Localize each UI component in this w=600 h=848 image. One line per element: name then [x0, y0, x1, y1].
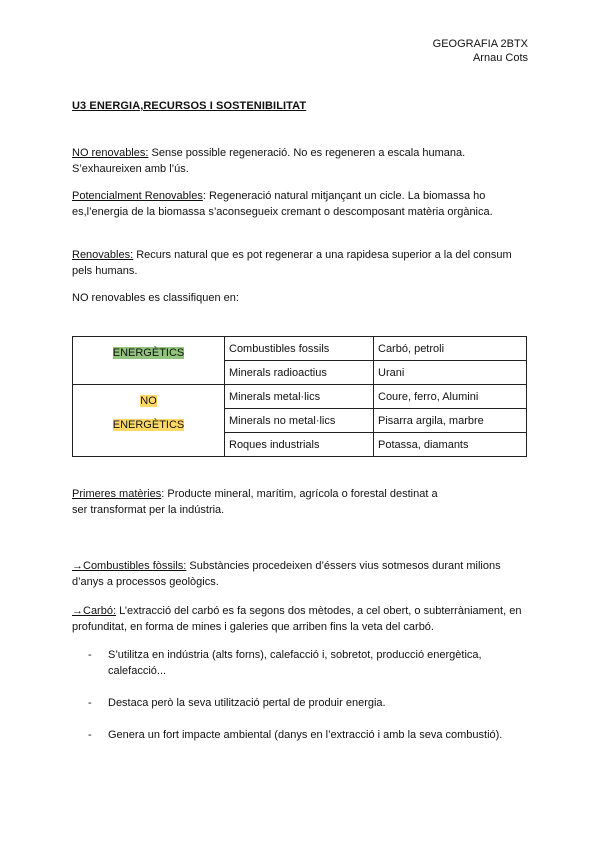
- classification-table: [72, 336, 527, 457]
- header-author: Arnau Cots: [472, 52, 528, 64]
- table-cell-examples: Pisarra argila, marbre: [374, 409, 527, 433]
- table-cell-examples: Carbó, petroli: [374, 337, 527, 361]
- list-item: [88, 647, 528, 679]
- list-item: [88, 695, 528, 711]
- term-carbo: →Carbó:: [72, 605, 117, 617]
- category-label: ENERGÈTICS: [112, 347, 185, 359]
- category-label-line2: ENERGÈTICS: [112, 419, 185, 431]
- definition-renovables: [72, 247, 532, 279]
- table-cell-type: Roques industrials: [225, 433, 374, 457]
- term-no-renovables: NO renovables:: [72, 147, 149, 159]
- list-item-text: Destaca però la seva utilització pertal de produir energia.: [108, 697, 386, 709]
- term-renovables: Renovables:: [72, 249, 134, 261]
- table-row: [73, 385, 527, 409]
- header-subject: GEOGRAFIA 2BTX: [432, 38, 528, 50]
- text-combustibles: Substàncies procedeixen d’éssers vius sotmesos durant milions d’anys a processos geològics.: [72, 560, 501, 588]
- definition-combustibles-fossils: [72, 558, 532, 590]
- classify-intro: NO renovables es classifiquen en:: [72, 292, 239, 304]
- document-title: U3 ENERGIA,RECURSOS I SOSTENIBILITAT: [72, 100, 307, 112]
- term-primeres: Primeres matèries: [72, 488, 162, 500]
- bullet-dash: -: [88, 697, 92, 709]
- term-potencialment: Potencialment Renovables: [72, 190, 203, 202]
- category-no-energetics: [73, 385, 225, 457]
- list-item-text: Genera un fort impacte ambiental (danys en l’extracció i amb la seva combustió).: [108, 729, 503, 741]
- list-item-text: S’utilitza en indústria (alts forns), calefacció i, sobretot, producció energètica, calefacció...: [108, 649, 482, 677]
- definition-potencialment-renovables: [72, 188, 532, 220]
- table-cell-type: Minerals radioactius: [225, 361, 374, 385]
- text-primeres: : Producte mineral, marítim, agrícola o forestal destinat a ser transformat per la indústria.: [72, 488, 438, 516]
- text-no-renovables: Sense possible regeneració. No es regeneren a escala humana. S’exhaureixen amb l’ús.: [72, 147, 466, 175]
- table-row: [73, 337, 527, 361]
- table-cell-examples: Potassa, diamants: [374, 433, 527, 457]
- bullet-dash: -: [88, 649, 92, 661]
- text-potencialment: : Regeneració natural mitjançant un cicle. La biomassa ho es,l’energia de la biomassa s’aconsegueix cremant o descomposant matèria orgànica.: [72, 190, 493, 218]
- table-cell-examples: Coure, ferro, Alumini: [374, 385, 527, 409]
- document-header: [433, 37, 528, 65]
- term-combustibles: →Combustibles fòssils:: [72, 560, 187, 572]
- definition-primeres-materies: [72, 486, 452, 518]
- bullet-dash: -: [88, 729, 92, 741]
- category-label-line1: NO: [140, 395, 157, 407]
- table-cell-type: Minerals no metal·lics: [225, 409, 374, 433]
- table-cell-examples: Urani: [374, 361, 527, 385]
- category-energetics: [73, 337, 225, 385]
- text-renovables: Recurs natural que es pot regenerar a una rapidesa superior a la del consum pels humans.: [72, 249, 512, 277]
- definition-carbo: [72, 603, 534, 635]
- definition-no-renovables: [72, 145, 532, 177]
- text-carbo: L’extracció del carbó es fa segons dos mètodes, a cel obert, o subterràniament, en profunditat, en forma de mines i galeries que arriben fins la veta del carbó.: [72, 605, 522, 633]
- table-cell-type: Minerals metal·lics: [225, 385, 374, 409]
- list-item: [88, 727, 528, 743]
- carbo-bullet-list: [88, 647, 528, 759]
- table-cell-type: Combustibles fossils: [225, 337, 374, 361]
